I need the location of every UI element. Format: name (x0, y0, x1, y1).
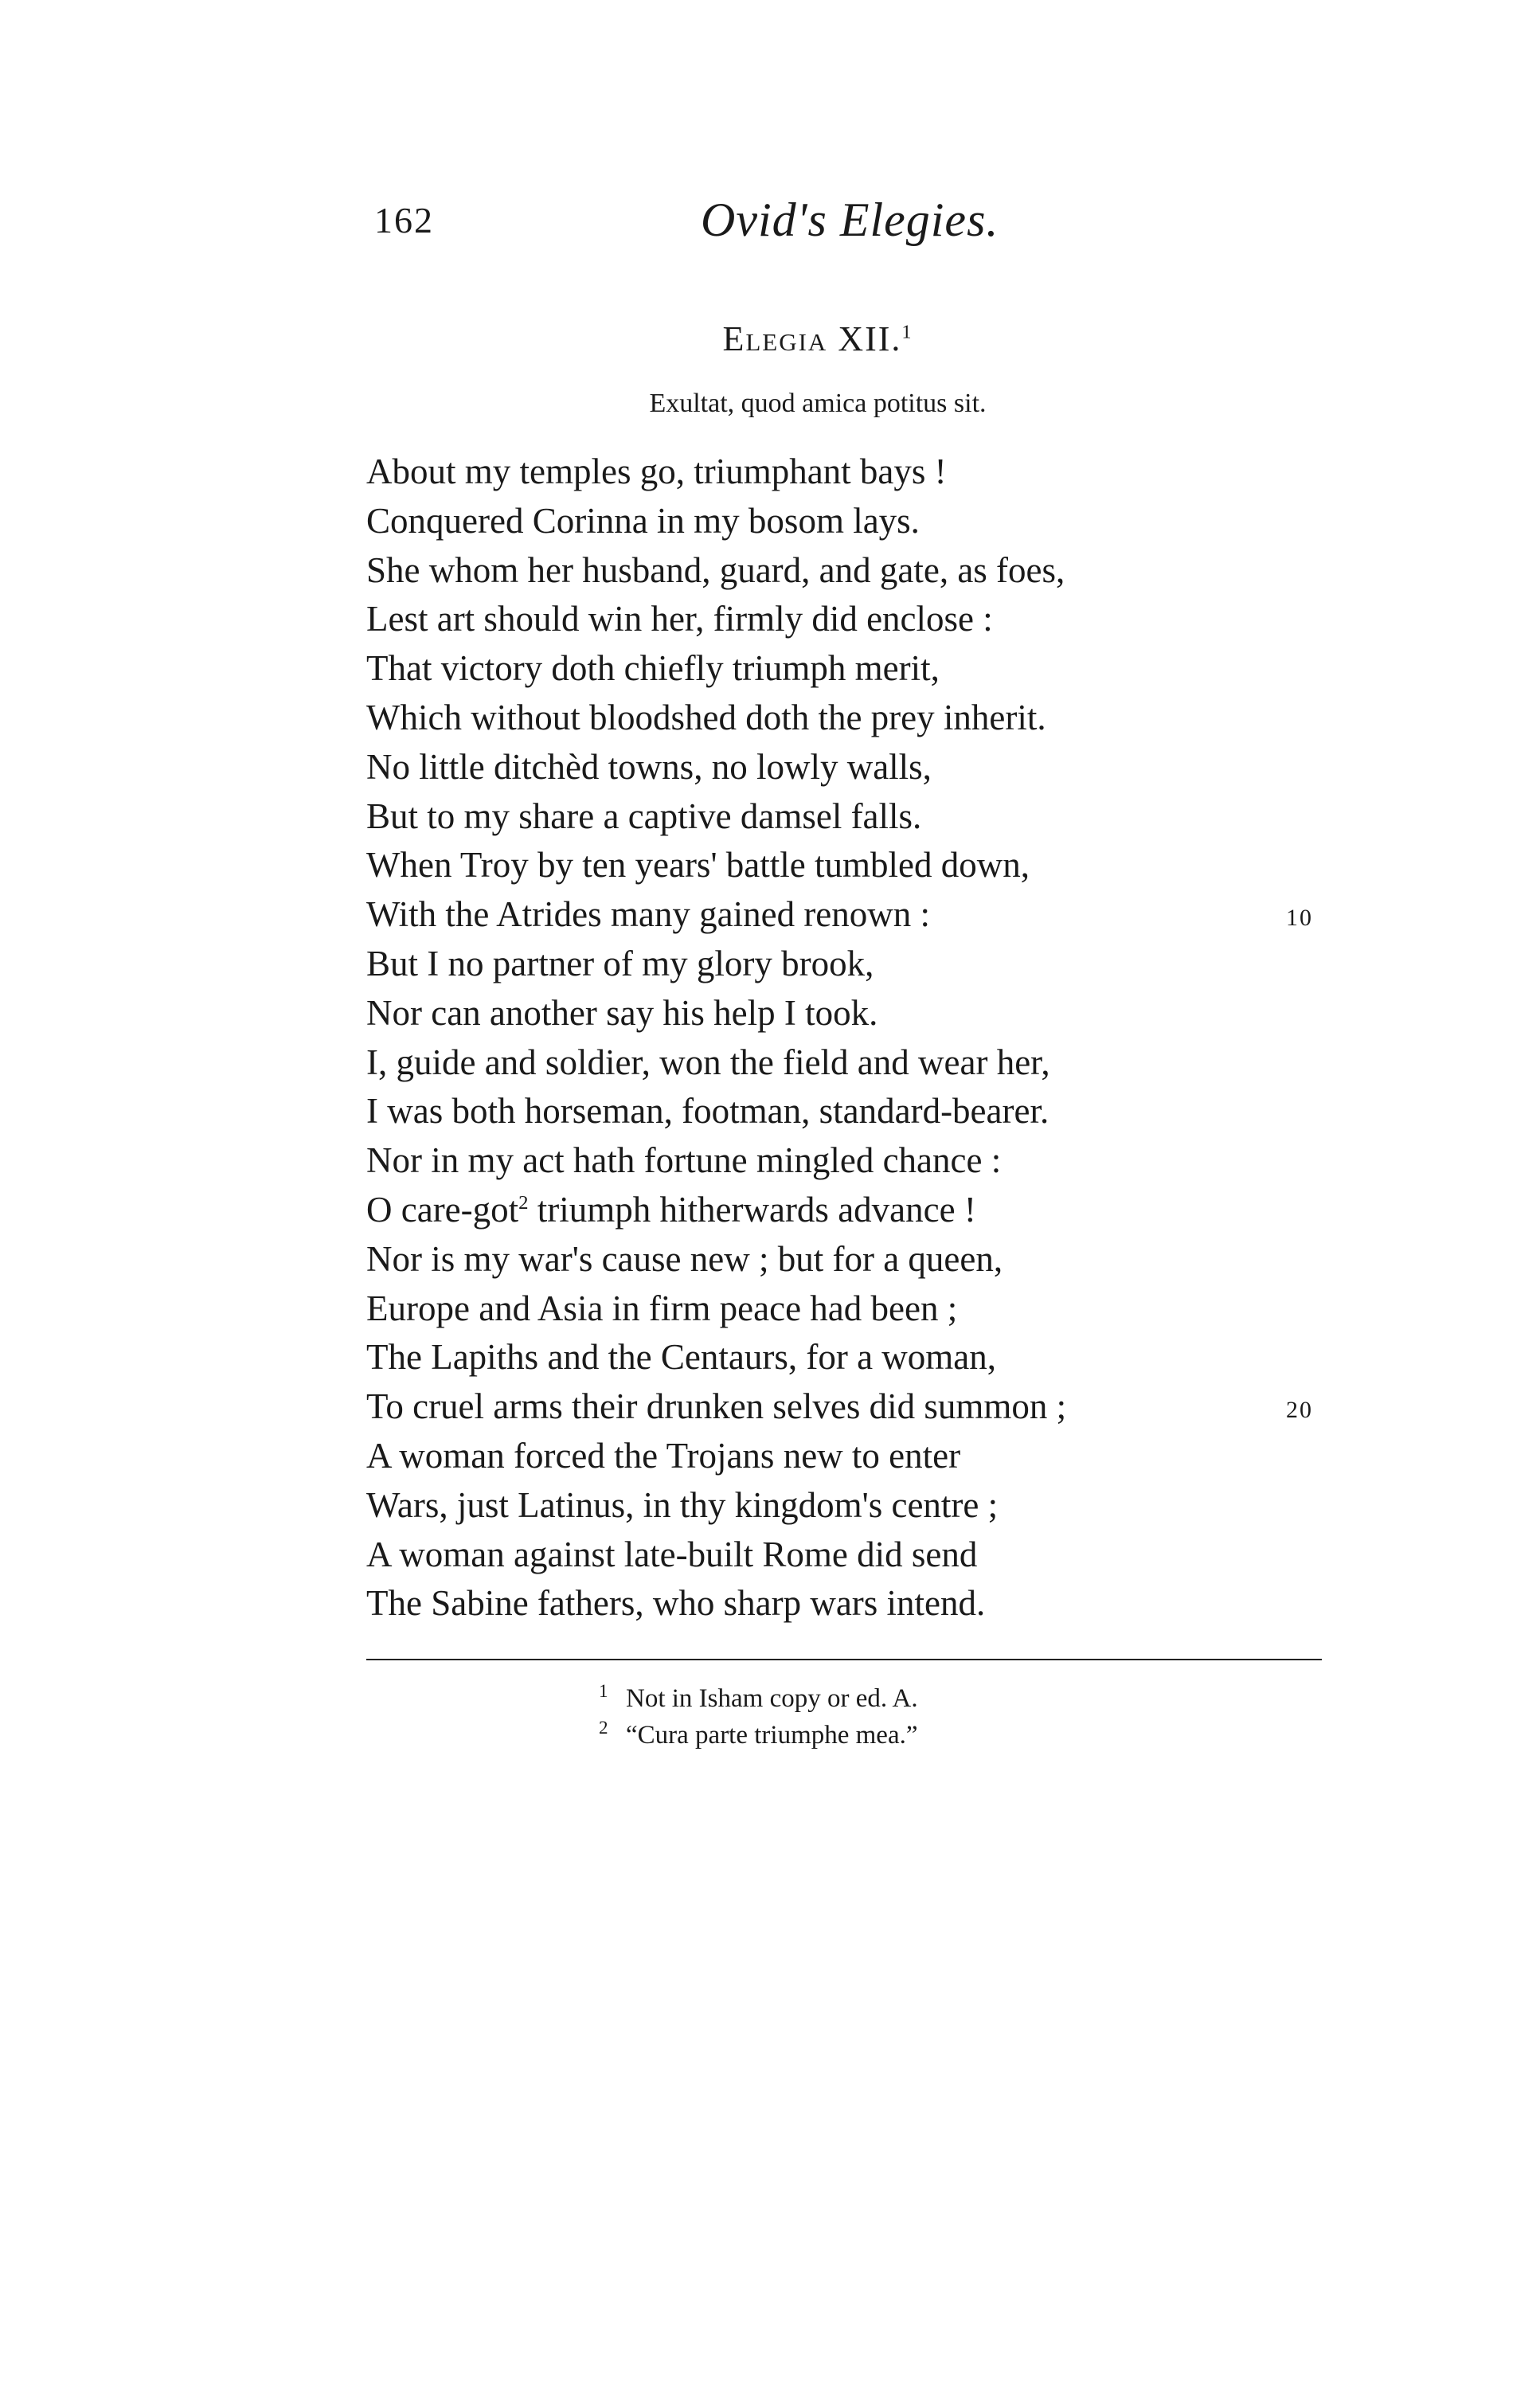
poem-line-text: She whom her husband, guard, and gate, as foes, (366, 549, 1065, 590)
poem-line (366, 1235, 1322, 1284)
poem-line-text: Lest art should win her, firmly did enclose : (366, 599, 993, 639)
poem-line (366, 1186, 1322, 1235)
poem-line-text: Nor in my act hath fortune mingled chance : (366, 1140, 1002, 1181)
poem-line (366, 1382, 1322, 1432)
poem-line (366, 890, 1322, 940)
poem-line-text: About my temples go, triumphant bays ! (366, 452, 947, 491)
poem-line-text-after: triumph hitherwards advance ! (528, 1189, 976, 1230)
poem-line-text: I was both horseman, footman, standard-bearer. (366, 1091, 1049, 1132)
poem-line (366, 1284, 1322, 1334)
footnote-text: Not in Isham copy or ed. A. (626, 1684, 918, 1713)
poem-line-text: When Troy by ten years' battle tumbled down, (366, 845, 1030, 886)
poem-line (366, 940, 1322, 989)
poem-line-text: That victory doth chiefly triumph merit, (366, 648, 940, 689)
poem-line (366, 448, 1322, 497)
line-number: 10 (1286, 905, 1313, 932)
elegy-title (0, 319, 1540, 359)
elegy-title-prefix: Elegia (722, 319, 828, 358)
poem-line-text: The Sabine fathers, who sharp wars intend. (366, 1583, 986, 1624)
poem-line-text: Which without bloodshed doth the prey inherit. (366, 697, 1046, 737)
poem-line-text: Nor can another say his help I took. (366, 992, 878, 1033)
poem-line (366, 743, 1322, 792)
line-number: 20 (1286, 1397, 1313, 1424)
poem-line-text: But I no partner of my glory brook, (366, 943, 874, 983)
poem-line (366, 497, 1322, 546)
running-title: Ovid's Elegies. (701, 194, 999, 246)
epigraph: Exultat, quod amica potitus sit. (649, 389, 987, 418)
poem-line (366, 841, 1322, 890)
elegy-title-note-marker: 1 (901, 321, 913, 343)
poem-line (366, 1579, 1322, 1628)
poem-line (366, 1531, 1322, 1580)
poem (366, 448, 1322, 1628)
poem-line-text: Wars, just Latinus, in thy kingdom's centre ; (366, 1484, 999, 1525)
footnote: 2 “Cura parte triumphe mea.” (599, 1717, 918, 1750)
running-head (374, 194, 1051, 263)
poem-line (366, 1333, 1322, 1382)
poem-line (366, 595, 1322, 644)
footnotes (0, 1680, 1540, 1754)
poem-line-text: Nor is my war's cause new ; but for a queen, (366, 1238, 1003, 1279)
footnote-divider (366, 1659, 1322, 1660)
footnote: 1 Not in Isham copy or ed. A. (599, 1680, 918, 1713)
footnote-text: “Cura parte triumphe mea.” (626, 1721, 918, 1750)
poem-line-text: A woman against late-built Rome did send (366, 1534, 978, 1574)
poem-line (366, 546, 1322, 596)
poem-line (366, 644, 1322, 694)
poem-line-text: With the Atrides many gained renown : (366, 894, 931, 935)
poem-line-text: Europe and Asia in firm peace had been ; (366, 1288, 958, 1328)
poem-line (366, 1432, 1322, 1481)
poem-line-text: The Lapiths and the Centaurs, for a woman, (366, 1337, 997, 1378)
poem-line (366, 1481, 1322, 1531)
footnote-ref-marker: 2 (518, 1191, 529, 1214)
poem-line-text: Conquered Corinna in my bosom lays. (366, 500, 920, 541)
poem-line (366, 1136, 1322, 1186)
poem-line (366, 1038, 1322, 1088)
poem-line-text: To cruel arms their drunken selves did summon ; (366, 1386, 1067, 1427)
poem-line (366, 792, 1322, 842)
poem-line (366, 694, 1322, 743)
page-number: 162 (374, 200, 434, 240)
elegy-title-numeral: XII. (838, 319, 902, 358)
poem-line-text: But to my share a captive damsel falls. (366, 796, 922, 836)
poem-line-text-before: O care-got (366, 1189, 519, 1230)
poem-line-text: I, guide and soldier, won the field and wear her, (366, 1042, 1050, 1082)
poem-line-text: A woman forced the Trojans new to enter (366, 1435, 961, 1476)
poem-line (366, 989, 1322, 1038)
poem-line-text: No little ditchèd towns, no lowly walls, (366, 746, 932, 787)
poem-line (366, 1087, 1322, 1136)
